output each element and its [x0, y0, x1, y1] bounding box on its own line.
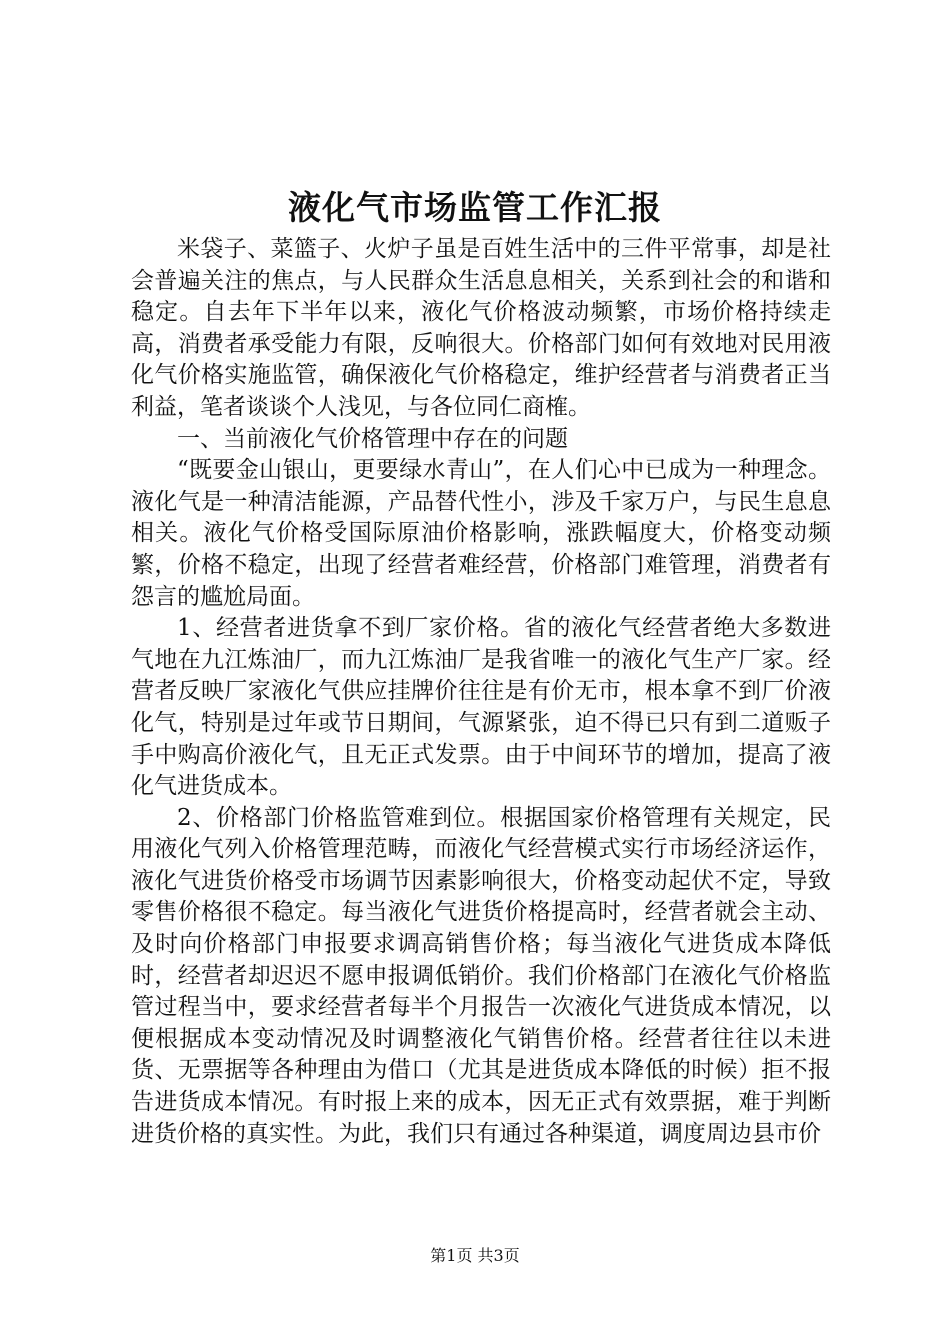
paragraph-point-2: 2、价格部门价格监管难到位。根据国家价格管理有关规定，民用液化气列入价格管理范畴，而液化气经营模式实行市场经济运作，液化气进货价格受市场调节因素影响很大，价格变动起伏不定，导致零售价格很不稳定。每当液化气进货价格提高时，经营者就会主动、及时向价格部门申报要求调高销售价格；每当液化气进货成本降低时，经营者却迟迟不愿申报调低销价。我们价格部门在液化气价格监管过程当中，要求经营者每半个月报告一次液化气进货成本情况，以便根据成本变动情况及时调整液化气销售价格。经营者往往以未进货、无票据等各种理由为借口（尤其是进货成本降低的时候）拒不报告进货成本情况。有时报上来的成本，因无正式有效票据，难于判断进货价格的真实性。为此，我们只有通过各种渠道，调度周边县市价 [131, 804, 831, 1147]
document-title: 液化气市场监管工作汇报 [288, 188, 662, 227]
document-body [131, 234, 831, 1150]
paragraph-intro: 米袋子、菜篮子、火炉子虽是百姓生活中的三件平常事，却是社会普遍关注的焦点，与人民群众生活息息相关，关系到社会的和谐和稳定。自去年下半年以来，液化气价格波动频繁，市场价格持续走高，消费者承受能力有限，反响很大。价格部门如何有效地对民用液化气价格实施监管，确保液化气价格稳定，维护经营者与消费者正当利益，笔者谈谈个人浅见，与各位同仁商榷。 [131, 236, 831, 420]
page-footer: 第1页 共3页 [430, 1246, 520, 1265]
section-heading-problems: 一、当前液化气价格管理中存在的问题 [177, 425, 568, 452]
paragraph-point-1: 1、经营者进货拿不到厂家价格。省的液化气经营者绝大多数进气地在九江炼油厂，而九江炼油厂是我省唯一的液化气生产厂家。经营者反映厂家液化气供应挂牌价往往是有价无市，根本拿不到厂价液化气，特别是过年或节日期间，气源紧张，迫不得已只有到二道贩子手中购高价液化气，且无正式发票。由于中间环节的增加，提高了液化气进货成本。 [131, 615, 831, 800]
paragraph-context: “既要金山银山，更要绿水青山”，在人们心中已成为一种理念。液化气是一种清洁能源，产品替代性小，涉及千家万户，与民生息息相关。液化气价格受国际原油价格影响，涨跌幅度大，价格变动频繁，价格不稳定，出现了经营者难经营，价格部门难管理，消费者有怨言的尴尬局面。 [131, 457, 831, 610]
